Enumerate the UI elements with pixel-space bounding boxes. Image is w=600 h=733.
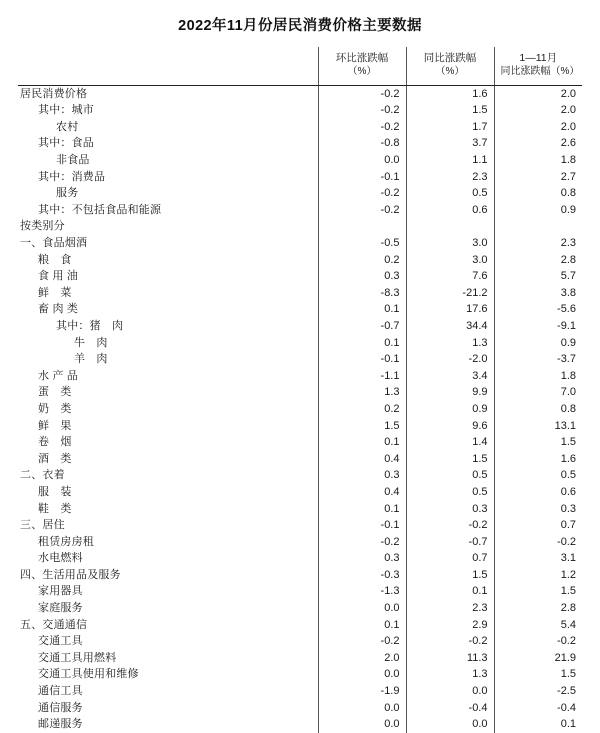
row-value-yoy: 0.0 xyxy=(406,716,494,733)
row-value-yoy: 3.4 xyxy=(406,368,494,385)
row-value-ytd xyxy=(494,218,582,235)
row-value-mom: -8.3 xyxy=(318,285,406,302)
table-row xyxy=(18,384,582,401)
row-label: 邮递服务 xyxy=(18,716,318,733)
row-label: 交通工具用燃料 xyxy=(18,650,318,667)
row-label: 家用器具 xyxy=(18,583,318,600)
row-value-mom: -0.2 xyxy=(318,185,406,202)
row-value-yoy: 1.3 xyxy=(406,666,494,683)
row-value-mom: 0.0 xyxy=(318,700,406,717)
table-row xyxy=(18,451,582,468)
row-value-mom: -1.9 xyxy=(318,683,406,700)
row-value-ytd: 2.7 xyxy=(560,170,576,183)
column-header-yoy-unit: （%） xyxy=(435,66,465,78)
row-label: 交通工具使用和维修 xyxy=(18,666,318,683)
row-value-ytd: 1.8 xyxy=(560,369,576,382)
row-value-yoy: 0.3 xyxy=(406,501,494,518)
row-value-mom: -0.1 xyxy=(318,517,406,534)
row-value-yoy xyxy=(406,218,494,235)
column-header-mom-label: 环比涨跌幅 xyxy=(335,52,389,64)
row-value-ytd: 1.5 xyxy=(560,585,576,598)
table-row xyxy=(18,683,582,700)
table-row xyxy=(18,534,582,551)
row-value-yoy: 1.5 xyxy=(406,102,494,119)
row-value-mom: -0.2 xyxy=(318,102,406,119)
row-label: 二、衣着 xyxy=(18,467,318,484)
row-label: 其中：不包括食品和能源 xyxy=(18,202,318,219)
row-value-ytd: 21.9 xyxy=(554,651,576,664)
row-value-ytd: 1.5 xyxy=(560,668,576,681)
table-row xyxy=(18,368,582,385)
row-value-ytd: 13.1 xyxy=(554,419,576,432)
row-value-yoy: -0.7 xyxy=(406,534,494,551)
row-value-ytd: 5.7 xyxy=(560,270,576,283)
row-value-mom: 0.1 xyxy=(318,335,406,352)
row-value-mom: 1.3 xyxy=(318,384,406,401)
row-value-yoy: 2.3 xyxy=(406,600,494,617)
row-value-ytd: 0.9 xyxy=(560,203,576,216)
row-value-mom xyxy=(318,218,406,235)
row-label: 通信工具 xyxy=(18,683,318,700)
row-value-ytd: 0.3 xyxy=(560,502,576,515)
table-row xyxy=(18,335,582,352)
table-row xyxy=(18,185,582,202)
row-value-mom: -0.2 xyxy=(318,119,406,136)
row-value-ytd: 1.8 xyxy=(560,154,576,167)
row-value-yoy: 2.9 xyxy=(406,617,494,634)
row-value-mom: 1.5 xyxy=(318,418,406,435)
row-value-mom: 0.1 xyxy=(318,434,406,451)
table-row xyxy=(18,119,582,136)
row-label: 牛 肉 xyxy=(18,335,318,352)
row-label: 通信服务 xyxy=(18,700,318,717)
table-row xyxy=(18,285,582,302)
row-value-ytd: -0.2 xyxy=(557,635,576,648)
row-value-mom: -0.2 xyxy=(318,202,406,219)
row-value-yoy: 11.3 xyxy=(406,650,494,667)
row-value-ytd: -9.1 xyxy=(557,319,576,332)
row-value-yoy: 3.0 xyxy=(406,235,494,252)
table-row xyxy=(18,351,582,368)
row-value-mom: -0.8 xyxy=(318,135,406,152)
row-value-mom: -0.1 xyxy=(318,351,406,368)
row-value-mom: 0.3 xyxy=(318,550,406,567)
row-label: 三、居住 xyxy=(18,517,318,534)
table-row xyxy=(18,434,582,451)
row-value-yoy: 0.0 xyxy=(406,683,494,700)
row-label: 四、生活用品及服务 xyxy=(18,567,318,584)
row-label: 租赁房房租 xyxy=(18,534,318,551)
column-header-yoy-label: 同比涨跌幅 xyxy=(423,52,477,64)
row-value-mom: -0.2 xyxy=(318,534,406,551)
table-row xyxy=(18,169,582,186)
table-row xyxy=(18,650,582,667)
table-row xyxy=(18,202,582,219)
row-label: 服务 xyxy=(18,185,318,202)
row-value-mom: -1.3 xyxy=(318,583,406,600)
table-row xyxy=(18,700,582,717)
row-value-ytd: 3.1 xyxy=(560,552,576,565)
row-value-yoy: 9.6 xyxy=(406,418,494,435)
row-value-yoy: -0.4 xyxy=(406,700,494,717)
row-label: 其中：消费品 xyxy=(18,169,318,186)
table-row xyxy=(18,633,582,650)
table-row xyxy=(18,467,582,484)
row-label: 一、食品烟酒 xyxy=(18,235,318,252)
row-value-mom: 0.1 xyxy=(318,617,406,634)
row-value-ytd: 2.0 xyxy=(560,120,576,133)
row-label: 水 产 品 xyxy=(18,368,318,385)
row-label: 五、交通通信 xyxy=(18,617,318,634)
row-value-yoy: 2.3 xyxy=(406,169,494,186)
row-value-ytd: 2.6 xyxy=(560,137,576,150)
row-label: 酒 类 xyxy=(18,451,318,468)
table-body xyxy=(18,85,582,733)
column-header-ytd xyxy=(494,47,582,85)
row-value-yoy: 7.6 xyxy=(406,268,494,285)
row-value-mom: 0.1 xyxy=(318,301,406,318)
row-value-yoy: 1.1 xyxy=(406,152,494,169)
table-header xyxy=(18,47,582,85)
table-row xyxy=(18,102,582,119)
row-value-yoy: 0.1 xyxy=(406,583,494,600)
row-value-ytd: 2.3 xyxy=(560,237,576,250)
row-value-yoy: 17.6 xyxy=(406,301,494,318)
row-label: 服 装 xyxy=(18,484,318,501)
row-value-yoy: 1.5 xyxy=(406,451,494,468)
row-value-mom: 0.0 xyxy=(318,600,406,617)
column-header-ytd-label: 1—11月 xyxy=(519,52,558,64)
row-value-ytd: 7.0 xyxy=(560,386,576,399)
row-value-ytd: -2.5 xyxy=(557,685,576,698)
row-value-mom: -1.1 xyxy=(318,368,406,385)
row-value-yoy: 0.5 xyxy=(406,484,494,501)
row-value-mom: 0.1 xyxy=(318,501,406,518)
column-header-blank xyxy=(18,47,318,85)
row-value-yoy: -0.2 xyxy=(406,633,494,650)
row-label: 居民消费价格 xyxy=(18,85,318,102)
row-value-mom: -0.7 xyxy=(318,318,406,335)
row-value-ytd: 2.8 xyxy=(560,602,576,615)
row-value-mom: -0.5 xyxy=(318,235,406,252)
row-label: 粮 食 xyxy=(18,252,318,269)
row-value-yoy: 0.7 xyxy=(406,550,494,567)
row-value-ytd: 0.6 xyxy=(560,485,576,498)
table-row xyxy=(18,666,582,683)
row-value-ytd: 5.4 xyxy=(560,618,576,631)
table-row xyxy=(18,567,582,584)
row-value-yoy: 3.0 xyxy=(406,252,494,269)
row-value-yoy: 1.5 xyxy=(406,567,494,584)
row-value-yoy: 0.5 xyxy=(406,185,494,202)
row-value-yoy: 0.5 xyxy=(406,467,494,484)
row-value-ytd: 0.9 xyxy=(560,336,576,349)
table-row xyxy=(18,218,582,235)
row-value-yoy: 1.4 xyxy=(406,434,494,451)
cpi-data-table xyxy=(18,47,582,733)
table-row xyxy=(18,85,582,102)
row-value-ytd: 0.8 xyxy=(560,402,576,415)
row-value-yoy: -2.0 xyxy=(406,351,494,368)
table-row xyxy=(18,501,582,518)
row-value-ytd: 0.8 xyxy=(560,187,576,200)
row-value-ytd: -3.7 xyxy=(557,353,576,366)
row-value-ytd: 0.1 xyxy=(560,718,576,731)
row-label: 水电燃料 xyxy=(18,550,318,567)
table-row xyxy=(18,517,582,534)
row-value-ytd: 0.7 xyxy=(560,519,576,532)
table-row xyxy=(18,418,582,435)
row-value-mom: -0.2 xyxy=(318,633,406,650)
row-value-mom: 0.3 xyxy=(318,467,406,484)
table-row xyxy=(18,235,582,252)
row-label: 交通工具 xyxy=(18,633,318,650)
row-label: 鞋 类 xyxy=(18,501,318,518)
column-header-ytd-sub: 同比涨跌幅（%） xyxy=(500,66,580,78)
table-row xyxy=(18,484,582,501)
row-value-yoy: 0.9 xyxy=(406,401,494,418)
row-value-ytd: 2.0 xyxy=(560,104,576,117)
table-row xyxy=(18,600,582,617)
row-value-mom: 0.0 xyxy=(318,666,406,683)
table-row xyxy=(18,152,582,169)
row-label: 食 用 油 xyxy=(18,268,318,285)
row-value-mom: -0.3 xyxy=(318,567,406,584)
row-label: 农村 xyxy=(18,119,318,136)
row-value-mom: 0.3 xyxy=(318,268,406,285)
row-value-yoy: 1.6 xyxy=(406,85,494,102)
row-value-mom: 0.4 xyxy=(318,451,406,468)
table-row xyxy=(18,318,582,335)
row-label: 按类别分 xyxy=(18,218,318,235)
table-row xyxy=(18,401,582,418)
row-value-yoy: 1.3 xyxy=(406,335,494,352)
row-label: 非食品 xyxy=(18,152,318,169)
column-header-mom-unit: （%） xyxy=(347,66,377,78)
table-row xyxy=(18,583,582,600)
row-value-mom: 0.0 xyxy=(318,152,406,169)
row-value-yoy: -0.2 xyxy=(406,517,494,534)
table-row xyxy=(18,550,582,567)
row-label: 其中：城市 xyxy=(18,102,318,119)
row-value-ytd: 1.2 xyxy=(560,568,576,581)
row-value-mom: 0.0 xyxy=(318,716,406,733)
row-label: 鲜 果 xyxy=(18,418,318,435)
row-value-yoy: 0.6 xyxy=(406,202,494,219)
table-row xyxy=(18,301,582,318)
row-label: 鲜 菜 xyxy=(18,285,318,302)
table-row xyxy=(18,135,582,152)
row-label: 羊 肉 xyxy=(18,351,318,368)
row-value-ytd: 0.5 xyxy=(560,469,576,482)
row-label: 畜 肉 类 xyxy=(18,301,318,318)
row-value-mom: 0.4 xyxy=(318,484,406,501)
table-row xyxy=(18,617,582,634)
row-value-ytd: 1.5 xyxy=(560,436,576,449)
row-value-mom: -0.2 xyxy=(318,85,406,102)
row-value-ytd: 2.8 xyxy=(560,253,576,266)
row-value-yoy: 34.4 xyxy=(406,318,494,335)
row-label: 奶 类 xyxy=(18,401,318,418)
table-row xyxy=(18,268,582,285)
row-value-ytd: 3.8 xyxy=(560,286,576,299)
row-value-ytd: 1.6 xyxy=(560,452,576,465)
row-label: 其中：食品 xyxy=(18,135,318,152)
row-value-mom: -0.1 xyxy=(318,169,406,186)
row-value-ytd: 2.0 xyxy=(560,87,576,100)
row-value-ytd: -5.6 xyxy=(557,303,576,316)
column-header-yoy xyxy=(406,47,494,85)
column-header-mom xyxy=(318,47,406,85)
row-label: 其中：猪 肉 xyxy=(18,318,318,335)
row-value-yoy: 3.7 xyxy=(406,135,494,152)
row-value-yoy: 9.9 xyxy=(406,384,494,401)
row-value-mom: 2.0 xyxy=(318,650,406,667)
row-value-ytd: -0.2 xyxy=(557,535,576,548)
row-label: 卷 烟 xyxy=(18,434,318,451)
row-label: 家庭服务 xyxy=(18,600,318,617)
page-title: 2022年11月份居民消费价格主要数据 xyxy=(178,18,422,34)
row-value-ytd: -0.4 xyxy=(557,701,576,714)
row-value-yoy: 1.7 xyxy=(406,119,494,136)
row-value-mom: 0.2 xyxy=(318,252,406,269)
row-value-yoy: -21.2 xyxy=(406,285,494,302)
row-label: 蛋 类 xyxy=(18,384,318,401)
table-row xyxy=(18,252,582,269)
row-value-mom: 0.2 xyxy=(318,401,406,418)
